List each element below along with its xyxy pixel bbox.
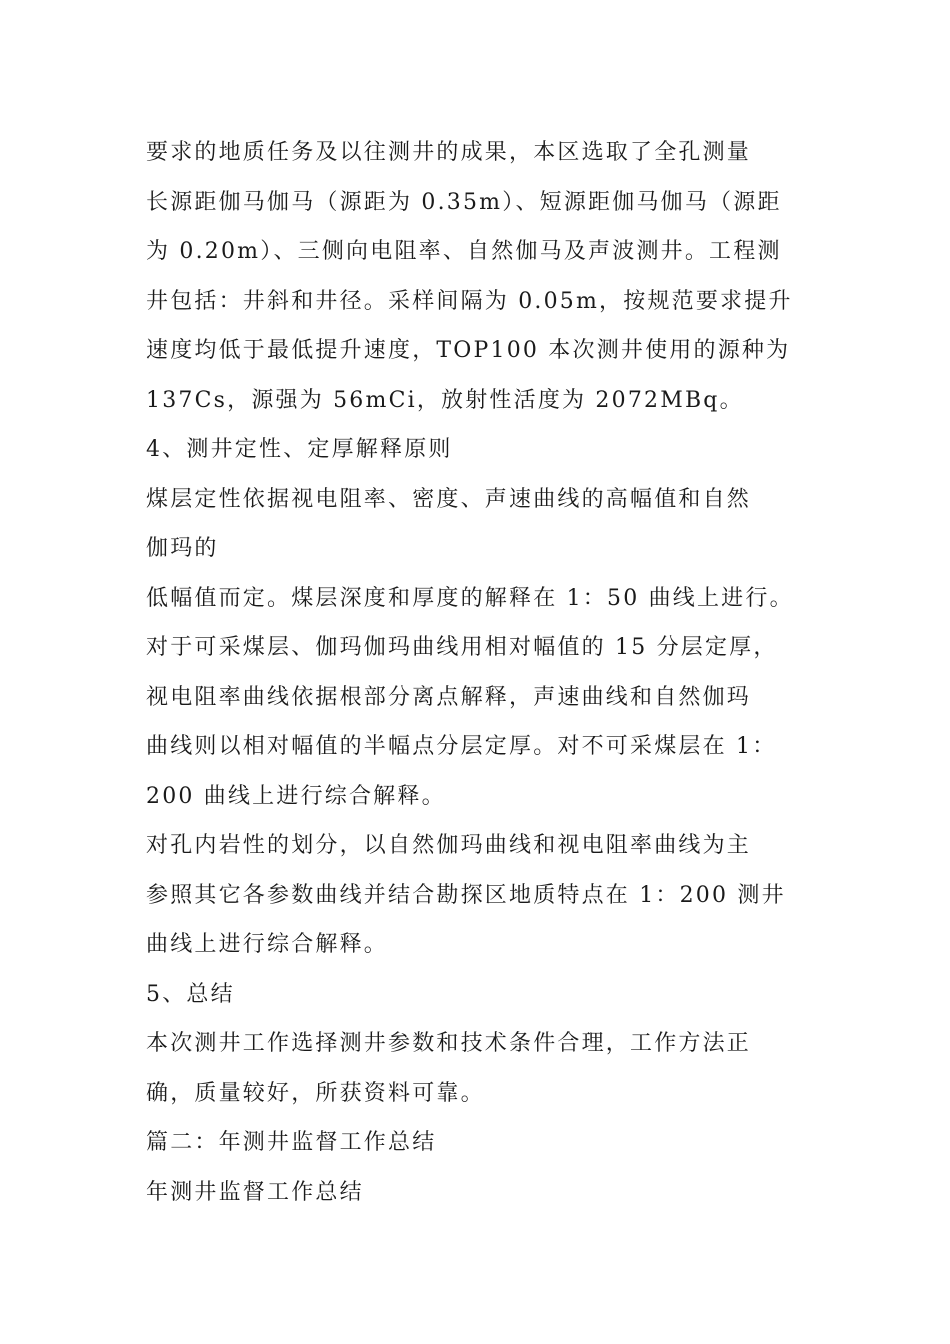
text-line: 要求的地质任务及以往测井的成果，本区选取了全孔测量 [146, 140, 752, 165]
text-line: 为 0.20m）、三侧向电阻率、自然伽马及声波测井。工程测 [146, 239, 782, 264]
document-body [146, 128, 811, 1217]
text-line: 200 曲线上进行综合解释。 [146, 783, 446, 809]
text-line: 速度均低于最低提升速度，TOP100 本次测井使用的源种为 [146, 338, 791, 363]
text-line: 本次测井工作选择测井参数和技术条件合理，工作方法正 [146, 1031, 752, 1056]
text-line: 对于可采煤层、伽玛伽玛曲线用相对幅值的 15 分层定厚， [146, 635, 778, 660]
text-line: 曲线则以相对幅值的半幅点分层定厚。对不可采煤层在 1： [146, 734, 777, 759]
text-line: 伽玛的 [146, 536, 219, 561]
text-line: 曲线上进行综合解释。 [146, 932, 389, 957]
text-line: 井包括：井斜和井径。采样间隔为 0.05m，按规范要求提升 [146, 288, 793, 314]
text-line: 确，质量较好，所获资料可靠。 [146, 1080, 485, 1106]
text-line: 长源距伽马伽马（源距为 0.35m）、短源距伽马伽马（源距 [146, 189, 782, 215]
section-heading: 5、总结 [146, 981, 235, 1007]
text-line: 视电阻率曲线依据根部分离点解释，声速曲线和自然伽玛 [146, 684, 752, 710]
text-line: 参照其它各参数曲线并结合勘探区地质特点在 1：200 测井 [146, 882, 786, 908]
text-line: 低幅值而定。煤层深度和厚度的解释在 1：50 曲线上进行。 [146, 585, 794, 611]
text-line: 煤层定性依据视电阻率、密度、声速曲线的高幅值和自然 [146, 486, 752, 512]
text-line: 对孔内岩性的划分，以自然伽玛曲线和视电阻率曲线为主 [146, 833, 752, 858]
section-heading: 4、测井定性、定厚解释原则 [146, 437, 453, 462]
text-line: 137Cs，源强为 56mCi，放射性活度为 2072MBq。 [146, 387, 744, 413]
section-heading: 篇二：年测井监督工作总结 [146, 1130, 437, 1155]
document-subtitle: 年测井监督工作总结 [146, 1179, 364, 1205]
